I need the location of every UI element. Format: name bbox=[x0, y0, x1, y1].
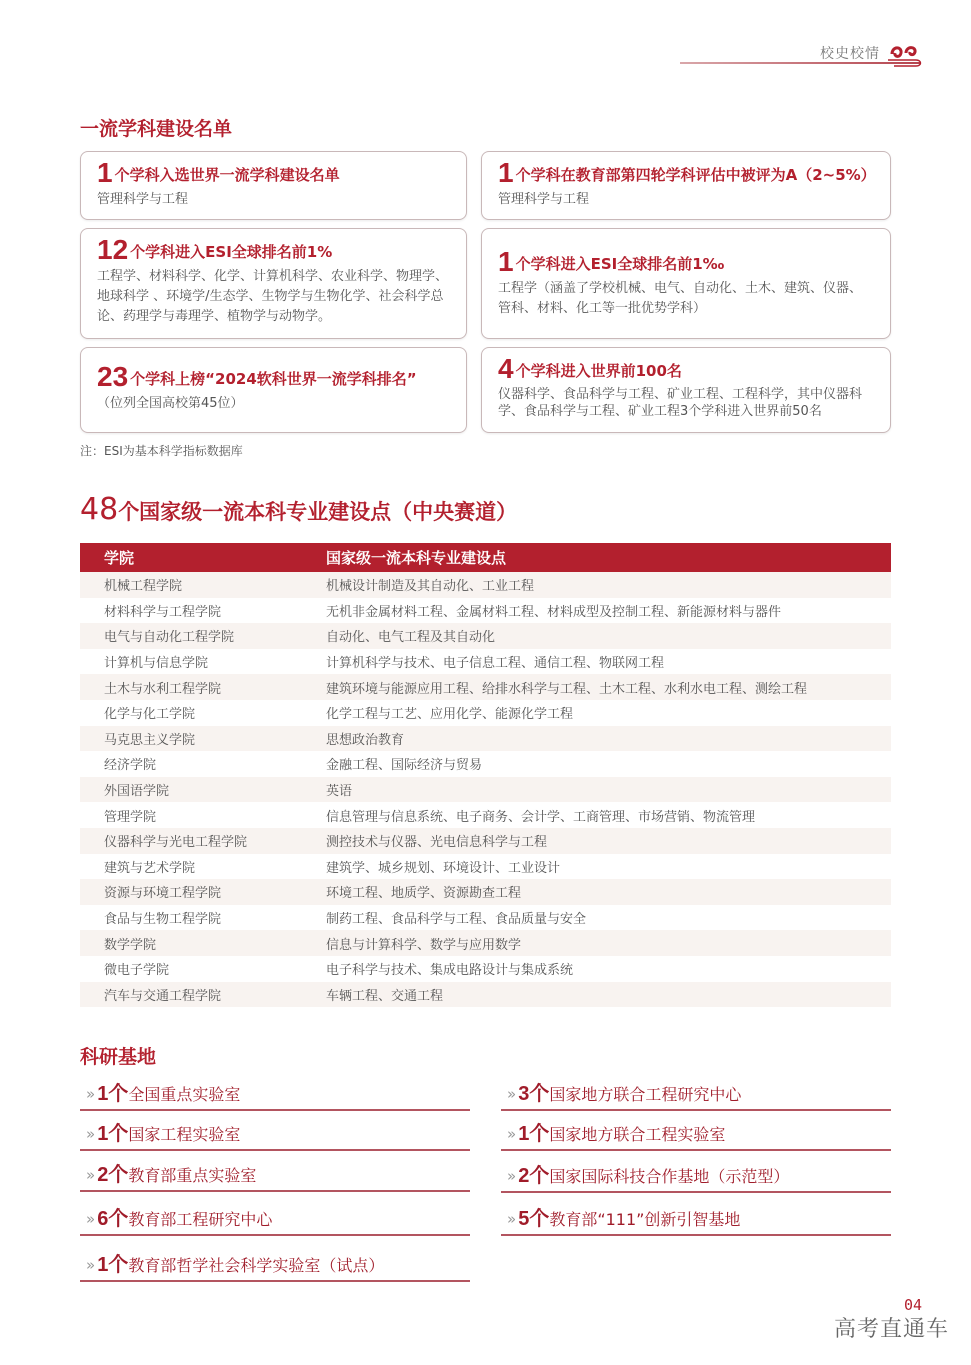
stat-detail: 工程学（涵盖了学校机械、电气、自动化、土木、建筑、仪器、管科、材料、化工等一批优势学科） bbox=[498, 281, 863, 316]
stat-number: 1 bbox=[498, 157, 514, 188]
section-title-text: 个国家级一流本科专业建设点（中央赛道） bbox=[118, 500, 518, 524]
stat-detail: 工程学、材料科学、化学、计算机科学、农业科学、物理学、地球科学 、环境学/生态学、生物学与生物化学、社会科学总论、药理学与毒理学、植物学与动物学。 bbox=[97, 269, 449, 324]
college-cell: 仪器科学与光电工程学院 bbox=[104, 835, 248, 851]
college-cell: 材料科学与工程学院 bbox=[104, 604, 222, 620]
programs-cell: 金融工程、国际经济与贸易 bbox=[326, 758, 483, 774]
college-cell: 电气与自动化工程学院 bbox=[104, 630, 235, 646]
base-count: 2个 bbox=[97, 1164, 129, 1186]
programs-cell: 测控技术与仪器、光电信息科学与工程 bbox=[326, 835, 548, 851]
base-label: 全国重点实验室 bbox=[128, 1085, 241, 1104]
research-base-item bbox=[80, 1156, 470, 1192]
research-base-item bbox=[501, 1200, 891, 1236]
stat-number: 12 bbox=[97, 234, 129, 265]
table-row bbox=[80, 726, 891, 752]
table-row bbox=[80, 879, 891, 905]
double-chevron-icon: » bbox=[86, 1085, 90, 1103]
programs-cell: 无机非金属材料工程、金属材料工程、材料成型及控制工程、新能源材料与器件 bbox=[326, 604, 782, 620]
base-label: 教育部哲学社会科学实验室（试点） bbox=[128, 1256, 385, 1275]
stat-heading: 个学科进入ESI全球排名前1% bbox=[130, 243, 333, 261]
stat-number: 23 bbox=[97, 361, 129, 392]
stat-detail: （位列全国高校第45位） bbox=[97, 396, 244, 411]
table-row bbox=[80, 777, 891, 803]
college-cell: 微电子学院 bbox=[104, 963, 170, 979]
programs-cell: 建筑环境与能源应用工程、给排水科学与工程、土木工程、水利水电工程、测绘工程 bbox=[326, 681, 808, 697]
programs-cell: 计算机科学与技术、电子信息工程、通信工程、物联网工程 bbox=[326, 656, 665, 672]
stat-card bbox=[481, 228, 891, 339]
table-row bbox=[80, 623, 891, 649]
table-row bbox=[80, 905, 891, 931]
programs-cell: 制药工程、食品科学与工程、食品质量与安全 bbox=[326, 912, 587, 928]
stat-card bbox=[80, 228, 467, 339]
college-cell: 数学学院 bbox=[104, 937, 157, 953]
stat-detail: 管理科学与工程 bbox=[97, 192, 189, 207]
table-row bbox=[80, 802, 891, 828]
programs-cell: 机械设计制造及其自动化、工业工程 bbox=[326, 579, 535, 595]
programs-cell: 信息管理与信息系统、电子商务、会计学、工商管理、市场营销、物流管理 bbox=[326, 809, 756, 825]
stat-card bbox=[80, 347, 467, 433]
programs-table bbox=[80, 543, 891, 1007]
programs-cell: 思想政治教育 bbox=[326, 732, 405, 748]
college-cell: 化学与化工学院 bbox=[104, 707, 196, 723]
double-chevron-icon: » bbox=[507, 1125, 511, 1143]
stat-heading: 个学科入选世界一流学科建设名单 bbox=[114, 166, 340, 184]
section-title-research-bases: 科研基地 bbox=[80, 1046, 157, 1068]
table-row bbox=[80, 930, 891, 956]
table-row bbox=[80, 956, 891, 982]
research-base-item bbox=[80, 1115, 470, 1151]
table-row bbox=[80, 572, 891, 598]
table-body bbox=[80, 572, 891, 1007]
college-cell: 外国语学院 bbox=[104, 784, 170, 800]
base-label: 国家国际科技合作基地（示范型） bbox=[549, 1167, 790, 1186]
double-chevron-icon: » bbox=[86, 1256, 90, 1274]
base-count: 5个 bbox=[518, 1208, 550, 1230]
double-chevron-icon: » bbox=[507, 1210, 511, 1228]
college-cell: 食品与生物工程学院 bbox=[104, 912, 222, 928]
header-divider bbox=[680, 62, 920, 64]
table-row bbox=[80, 649, 891, 675]
base-label: 国家地方联合工程研究中心 bbox=[549, 1085, 742, 1104]
stat-number: 4 bbox=[498, 353, 514, 384]
watermark: 高考直通车 bbox=[834, 1317, 950, 1342]
column-header-programs: 国家级一流本科专业建设点 bbox=[326, 549, 507, 567]
programs-cell: 电子科学与技术、集成电路设计与集成系统 bbox=[326, 963, 574, 979]
cloud-swirl-icon bbox=[886, 40, 926, 70]
double-chevron-icon: » bbox=[86, 1166, 90, 1184]
base-count: 1个 bbox=[97, 1254, 129, 1276]
section-title-undergrad-programs bbox=[80, 492, 517, 527]
stat-heading: 个学科进入世界前100名 bbox=[515, 362, 682, 380]
research-base-item bbox=[501, 1115, 891, 1151]
double-chevron-icon: » bbox=[86, 1210, 90, 1228]
stat-heading: 个学科进入ESI全球排名前1‰ bbox=[515, 255, 725, 273]
programs-cell: 环境工程、地质学、资源勘查工程 bbox=[326, 886, 522, 902]
base-count: 1个 bbox=[97, 1083, 129, 1105]
college-cell: 管理学院 bbox=[104, 809, 157, 825]
research-base-item bbox=[80, 1246, 470, 1282]
programs-cell: 自动化、电气工程及其自动化 bbox=[326, 630, 496, 646]
stat-number: 1 bbox=[498, 246, 514, 277]
table-row bbox=[80, 751, 891, 777]
college-cell: 机械工程学院 bbox=[104, 579, 183, 595]
footnote: 注：ESI为基本科学指标数据库 bbox=[80, 444, 243, 458]
programs-cell: 建筑学、城乡规划、环境设计、工业设计 bbox=[326, 860, 561, 876]
research-base-item bbox=[501, 1157, 891, 1193]
stat-detail: 管理科学与工程 bbox=[498, 192, 590, 207]
page-number: 04 bbox=[904, 1296, 923, 1314]
base-count: 1个 bbox=[97, 1123, 129, 1145]
table-row bbox=[80, 828, 891, 854]
college-cell: 马克思主义学院 bbox=[104, 732, 196, 748]
base-label: 国家地方联合工程实验室 bbox=[549, 1125, 726, 1144]
base-count: 3个 bbox=[518, 1083, 550, 1105]
double-chevron-icon: » bbox=[86, 1125, 90, 1143]
research-base-item bbox=[80, 1200, 470, 1236]
college-cell: 土木与水利工程学院 bbox=[104, 681, 222, 697]
stat-card bbox=[481, 347, 891, 433]
double-chevron-icon: » bbox=[507, 1085, 511, 1103]
page-header bbox=[680, 38, 930, 74]
stat-heading: 个学科在教育部第四轮学科评估中被评为A（2~5%） bbox=[515, 166, 876, 184]
base-label: 教育部重点实验室 bbox=[128, 1166, 257, 1185]
header-title: 校史校情 bbox=[820, 46, 880, 62]
college-cell: 计算机与信息学院 bbox=[104, 656, 209, 672]
programs-cell: 英语 bbox=[326, 784, 353, 800]
table-row bbox=[80, 674, 891, 700]
double-chevron-icon: » bbox=[507, 1167, 511, 1185]
base-label: 教育部“111”创新引智基地 bbox=[549, 1210, 741, 1229]
column-header-college: 学院 bbox=[104, 549, 135, 567]
stat-heading: 个学科上榜“2024软科世界一流学科排名” bbox=[130, 370, 417, 388]
table-row bbox=[80, 598, 891, 624]
research-base-item bbox=[80, 1075, 470, 1111]
base-label: 教育部工程研究中心 bbox=[128, 1210, 273, 1229]
stat-card bbox=[80, 151, 467, 220]
base-count: 2个 bbox=[518, 1165, 550, 1187]
programs-cell: 化学工程与工艺、应用化学、能源化学工程 bbox=[326, 707, 574, 723]
section-title-number: 48 bbox=[80, 492, 119, 527]
stat-detail: 仪器科学、食品科学与工程、矿业工程、工程科学，其中仪器科学、食品科学与工程、矿业工程3个学科进入世界前50名 bbox=[498, 387, 863, 419]
section-title-first-class-disciplines: 一流学科建设名单 bbox=[80, 118, 233, 140]
table-row bbox=[80, 854, 891, 880]
stat-card bbox=[481, 151, 891, 220]
college-cell: 建筑与艺术学院 bbox=[104, 860, 196, 876]
programs-cell: 车辆工程、交通工程 bbox=[326, 988, 444, 1004]
stat-number: 1 bbox=[97, 157, 113, 188]
table-header bbox=[80, 543, 891, 572]
research-base-item bbox=[501, 1075, 891, 1111]
college-cell: 汽车与交通工程学院 bbox=[104, 988, 222, 1004]
base-count: 6个 bbox=[97, 1208, 129, 1230]
college-cell: 经济学院 bbox=[104, 758, 157, 774]
programs-cell: 信息与计算科学、数学与应用数学 bbox=[326, 937, 522, 953]
base-label: 国家工程实验室 bbox=[128, 1125, 241, 1144]
table-row bbox=[80, 982, 891, 1008]
table-row bbox=[80, 700, 891, 726]
base-count: 1个 bbox=[518, 1123, 550, 1145]
college-cell: 资源与环境工程学院 bbox=[104, 886, 222, 902]
